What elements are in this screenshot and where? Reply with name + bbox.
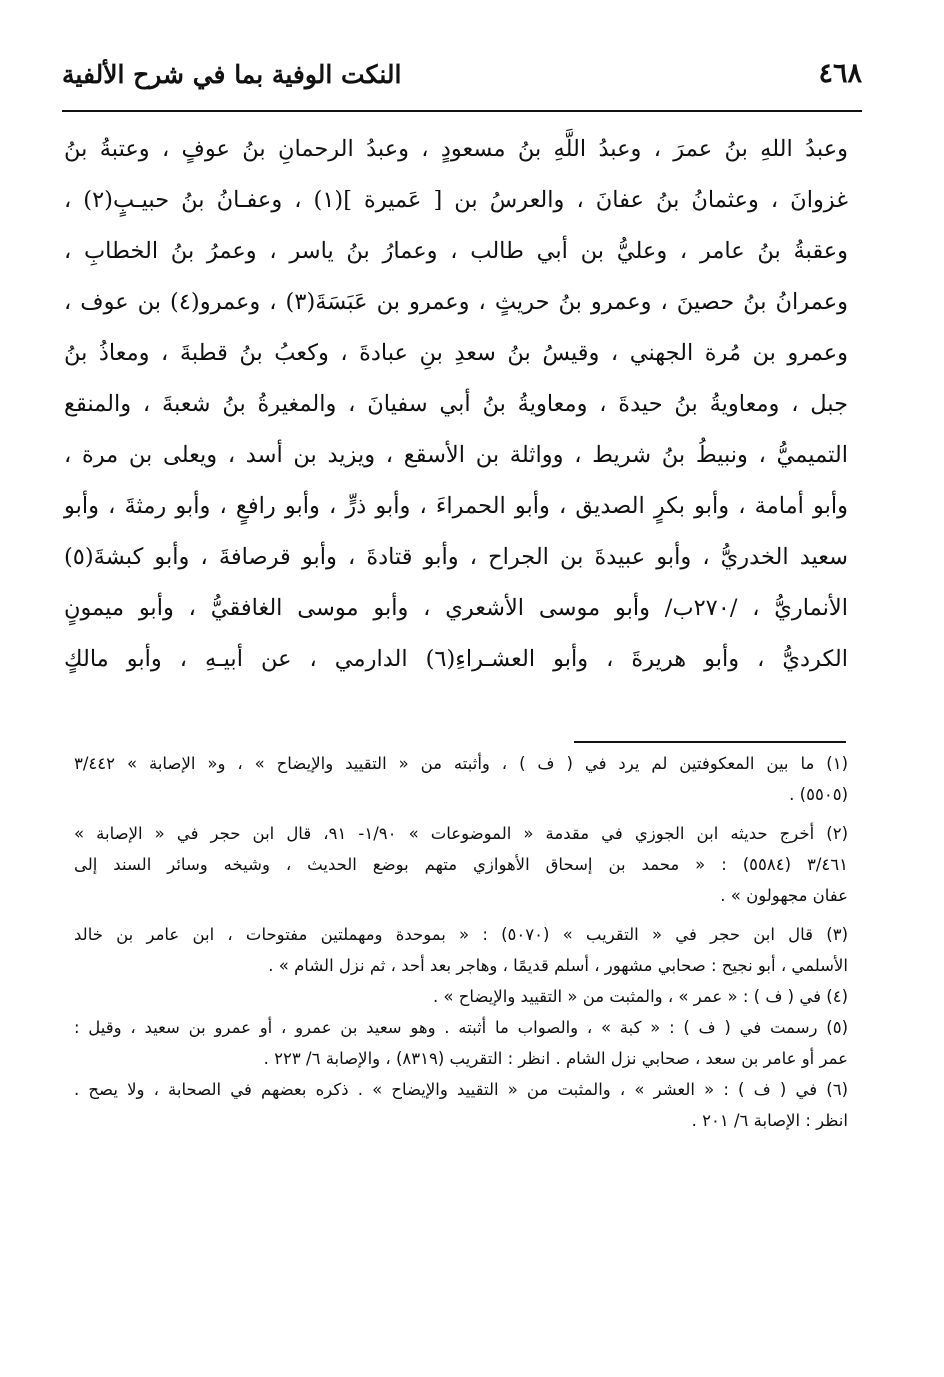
footnote-6 xyxy=(74,1074,848,1136)
body-line: سعيد الخدريُّ ، وأبو عبيدةَ بن الجراح ، وأبو قتادةَ ، وأبو قرصافةَ ، وأبو كبشةَ(٥) xyxy=(64,544,848,570)
footnote-line: انظر : الإصابة ٦/ ٢٠١ . xyxy=(691,1111,848,1130)
footnote-line: ٣/٤٦١ (٥٥٨٤) : « محمد بن إسحاق الأهوازي متهم بوضع الحديث ، وشيخه وسائر السند إلى xyxy=(74,855,849,874)
footnote-line: عفان مجهولون » . xyxy=(720,886,848,905)
body-line: الأنماريُّ ، /٢٧٠ب/ وأبو موسى الأشعري ، وأبو موسى الغافقيُّ ، وأبو ميمونٍ xyxy=(64,595,848,621)
footnote-line: (٥) رسمت في ( ف ) : « كبة » ، والصواب ما أثبته . وهو سعيد بن عمرو ، أو عمرو بن سعيد ، وقيل : xyxy=(74,1018,848,1037)
header-rule xyxy=(62,110,862,112)
running-title: النكت الوفية بما في شرح الألفية xyxy=(62,60,402,89)
body-line: جبل ، ومعاويةُ بنُ حيدةَ ، ومعاويةُ بنُ أبي سفيانَ ، والمغيرةُ بنُ شعبةَ ، والمنقع xyxy=(64,391,848,417)
footnote-line: (٦) في ( ف ) : « العشر » ، والمثبت من « التقييد والإيضاح » . ذكره بعضهم في الصحابة ، ولا يصح . xyxy=(74,1080,848,1099)
footnotes xyxy=(74,748,848,1136)
footnote-line: (٣) قال ابن حجر في « التقريب » (٥٠٧٠) : « بموحدة ومهملتين مفتوحات ، ابن عامر بن خالد xyxy=(74,925,848,944)
footnote-line: (٢) أخرج حديثه ابن الجوزي في مقدمة « الموضوعات » ١/٩٠- ٩١، قال ابن حجر في « الإصابة » xyxy=(74,824,849,843)
body-line: وعمرانُ بنُ حصينَ ، وعمرو بنُ حريثٍ ، وعمرو بن عَبَسَةَ(٣) ، وعمرو(٤) بن عوف ، xyxy=(64,289,848,315)
footnote-line: (٥٥٠٥) . xyxy=(789,785,848,804)
footnote-line: (١) ما بين المعكوفتين لم يرد في ( ف ) ، وأثبته من « التقييد والإيضاح » ، و« الإصابة » ٣/٤٤٢ xyxy=(74,754,848,773)
footnote-5 xyxy=(74,1012,848,1074)
body-line: وعمرو بن مُرة الجهني ، وقيسُ بنُ سعدِ بنِ عبادةَ ، وكعبُ بنُ قطبةَ ، ومعاذُ بنُ xyxy=(64,340,848,366)
footnote-3 xyxy=(74,919,848,981)
footnote-line: (٤) في ( ف ) : « عمر » ، والمثبت من « التقييد والإيضاح » . xyxy=(432,987,848,1006)
footnote-separator xyxy=(574,741,846,743)
footnote-4 xyxy=(74,981,848,1012)
body-line: وعقبةُ بنُ عامر ، وعليُّ بن أبي طالب ، وعمارُ بنُ ياسر ، وعمرُ بنُ الخطابِ ، xyxy=(64,238,848,264)
page-number: ٤٦٨ xyxy=(818,58,862,89)
body-line: وأبو أمامة ، وأبو بكرٍ الصديق ، وأبو الحمراءَ ، وأبو ذرٍّ ، وأبو رافعٍ ، وأبو رمثةَ ، وأبو xyxy=(64,493,848,519)
body-line: وعبدُ اللهِ بنُ عمرَ ، وعبدُ اللَّهِ بنُ مسعودٍ ، وعبدُ الرحمانِ بنُ عوفٍ ، وعتبةُ بنُ xyxy=(64,136,848,162)
footnote-line: عمر أو عامر بن سعد ، صحابي نزل الشام . انظر : التقريب (٨٣١٩) ، والإصابة ٦/ ٢٢٣ . xyxy=(263,1049,848,1068)
footnote-line: الأسلمي ، أبو نجيح : صحابي مشهور ، أسلم قديمًا ، وهاجر بعد أحد ، ثم نزل الشام » . xyxy=(268,956,848,975)
body-line: التميميُّ ، ونبيطُ بنُ شريط ، وواثلة بن الأسقع ، ويزيد بن أسد ، ويعلى بن مرة ، xyxy=(64,442,848,468)
footnote-1 xyxy=(74,748,848,810)
page-header xyxy=(62,52,862,104)
body-line: الكرديُّ ، وأبو هريرةَ ، وأبو العشـراءِ(٦) الدارمي ، عن أبيـهِ ، وأبو مالكٍ xyxy=(64,646,848,672)
body-line: غزوانَ ، وعثمانُ بنُ عفانَ ، والعرسُ بن [ عَميرة ](١) ، وعفـانُ بنُ حبيـبٍ(٢) ، xyxy=(64,187,848,213)
footnote-2 xyxy=(74,818,848,911)
main-text xyxy=(64,124,848,685)
